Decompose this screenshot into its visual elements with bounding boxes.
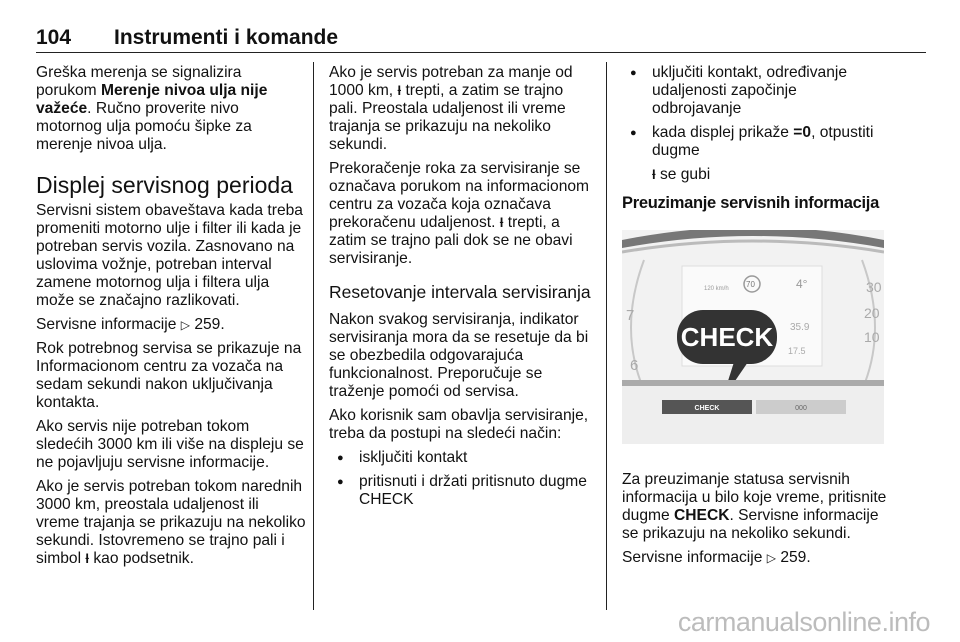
text: trepti, a zatim se trajno pali dok se ne obavi servisiranje. xyxy=(329,214,573,267)
section-heading-service-display: Displej servisnog perioda xyxy=(36,172,293,198)
check-callout-label: CHECK xyxy=(680,322,774,352)
display-info-text: 120 km/h xyxy=(704,286,729,292)
section-heading-reset: Resetovanje intervala servisiranja xyxy=(329,282,591,302)
second-button-label: 000 xyxy=(795,405,807,412)
gauge-left-tick: 6 xyxy=(630,357,639,374)
paragraph-service-ref xyxy=(36,316,306,334)
service-wrench-icon: ƚ xyxy=(85,551,90,566)
paragraph-service-ref-2 xyxy=(622,549,888,567)
service-wrench-icon: ƚ xyxy=(499,215,504,230)
column-divider-2 xyxy=(606,62,607,610)
watermark: carmanualsonline.info xyxy=(677,607,930,637)
paragraph-under-1000 xyxy=(329,64,594,154)
paragraph-self-service: Ako korisnik sam obavlja servisiranje, treba da postupi na sledeći način: xyxy=(329,407,589,442)
speed-limit-value: 70 xyxy=(746,280,755,289)
column-divider-1 xyxy=(313,62,314,610)
gauge-left-tick: 7 xyxy=(626,307,635,324)
column-2 xyxy=(329,64,594,515)
gauge-right-tick: 20 xyxy=(864,305,880,321)
gauge-right-tick: 30 xyxy=(866,279,882,295)
display-value-1: 35.9 xyxy=(790,322,810,333)
check-button-label: CHECK xyxy=(694,405,720,412)
text: Za preuzimanje statusa servisnih informacija u bilo koje vreme, pritisnite dugme xyxy=(622,471,887,524)
display-value-2: 17.5 xyxy=(788,346,806,356)
button-name-bold: CHECK xyxy=(674,507,730,524)
list-item xyxy=(622,124,888,160)
page-header xyxy=(36,22,926,53)
text: se gubi xyxy=(655,166,711,183)
text: Ako je servis potreban tokom narednih 3000 km, preostala udaljenost ili vreme trajanja se prikazuju na nekoliko sekundi. Istovremeno se trajno pali i simbol xyxy=(36,478,306,567)
page-number: 104 xyxy=(36,26,72,49)
paragraph-retrieve-info xyxy=(622,471,888,543)
instrument-cluster-figure xyxy=(622,230,884,444)
list-item: ● uključiti kontakt, određivanje udaljenosti započinje odbrojavanje xyxy=(622,64,888,118)
outside-temp-value: 4° xyxy=(796,277,808,291)
value-bold: =0 xyxy=(793,124,812,141)
section-heading-retrieve: Preuzimanje servisnih informacija xyxy=(622,194,879,212)
text: kao podsetnik. xyxy=(89,550,194,567)
page-ref-link[interactable]: 259. xyxy=(780,549,811,566)
list-item: ● isključiti kontakt xyxy=(329,449,594,467)
text: , otpustiti dugme xyxy=(652,124,874,159)
paragraph-symbol-gone xyxy=(622,166,888,184)
paragraph-not-needed: Ako servis nije potreban tokom sledećih 3000 km ili više na displeju se ne pojavljuju servisne informacije. xyxy=(36,418,304,471)
service-wrench-icon: ƚ xyxy=(397,83,402,98)
gauge-right-tick: 10 xyxy=(864,329,880,345)
text: trepti, a zatim se trajno pali. Preostala udaljenost ili vreme trajanja se prikazuju na nekoliko sekundi. xyxy=(329,82,566,153)
service-wrench-icon: ƚ xyxy=(652,167,656,182)
page-ref-icon: ▷ xyxy=(180,318,190,332)
reset-steps-list xyxy=(329,449,594,509)
text: Prekoračenje roka za servisiranje se označava porukom na informacionom centru za vozača koja označava prekoračenu udaljenost. xyxy=(329,160,590,231)
paragraph-overdue xyxy=(329,160,594,268)
paragraph-service-system: Servisni sistem obaveštava kada treba promeniti motorno ulje i filter ili kada je potreban servis vozila. Zasnovano na uslovima vožnje, potreban interval zamene motornog ulja i filtera ulja može se značajno razlikovati. xyxy=(36,202,303,309)
text: Servisne informacije xyxy=(36,316,181,333)
text: kada displej prikaže xyxy=(652,124,794,141)
page-ref-icon: ▷ xyxy=(766,551,776,565)
column-3 xyxy=(622,64,888,573)
chapter-title: Instrumenti i komande xyxy=(114,26,339,49)
text: Ako je servis potreban za manje od 1000 km, xyxy=(329,64,573,99)
text: . Ručno proverite nivo motornog ulja pomoću šipke za merenje nivoa ulja. xyxy=(36,100,252,153)
message-bold: Merenje nivoa ulja nije važeće xyxy=(36,82,268,117)
list-item: ● pritisnuti i držati pritisnuto dugme CHECK xyxy=(329,473,594,509)
column-1 xyxy=(36,64,306,574)
text: . Servisne informacije se prikazuju na nekoliko sekundi. xyxy=(622,507,879,542)
page-ref-link[interactable]: 259. xyxy=(194,316,225,333)
paragraph-needed-soon xyxy=(36,478,306,568)
paragraph-reset-info: Nakon svakog servisiranja, indikator servisiranja mora da se resetuje da bi se obezbedila odgovarajuća funkcionalnost. Preporučuje se traženje pomoći od servisa. xyxy=(329,311,589,400)
paragraph-service-due: Rok potrebnog servisa se prikazuje na Informacionom centru za vozača na sedam sekundi nakon uključivanja kontakta. xyxy=(36,340,302,411)
reset-steps-list-continued xyxy=(622,64,888,160)
paragraph-oil-error xyxy=(36,64,306,154)
text: Greška merenja se signalizira porukom xyxy=(36,64,242,99)
text: Servisne informacije xyxy=(622,549,767,566)
